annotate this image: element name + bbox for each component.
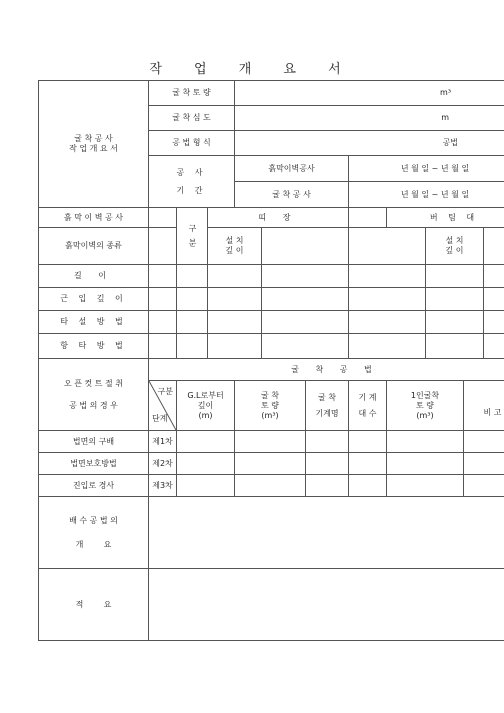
excavation-depth-label: 굴 착 심 도	[149, 106, 235, 131]
stage-3-remark[interactable]	[464, 475, 504, 497]
length-field-7[interactable]	[484, 265, 504, 288]
stage-3-count[interactable]	[349, 475, 387, 497]
wale-install-depth-label: 설 치 깊 이	[208, 228, 262, 265]
pile-driving-field-7[interactable]	[484, 334, 504, 359]
placement-field-3[interactable]	[208, 311, 262, 334]
embedment-field-2[interactable]	[177, 288, 208, 311]
placement-field-4[interactable]	[262, 311, 349, 334]
gubun-label: 구 분	[177, 208, 208, 265]
pile-driving-field-5[interactable]	[349, 334, 426, 359]
placement-field-2[interactable]	[177, 311, 208, 334]
retaining-wall-period-field[interactable]: 년 월 일 ~ 년 월 일	[349, 156, 504, 182]
gl-depth-header: G.L로부터 깊이 (m)	[177, 381, 235, 431]
embedment-field-3[interactable]	[208, 288, 262, 311]
stage-diagonal-header	[149, 381, 177, 431]
embedment-field-5[interactable]	[349, 288, 426, 311]
stage-2-count[interactable]	[349, 453, 387, 475]
diag-stage-text: 단계	[152, 414, 168, 423]
retaining-wall-work-label: 흙 막 이 벽 공 사	[39, 208, 149, 228]
strut-install-depth-field[interactable]	[484, 228, 504, 265]
stage-1-volume[interactable]	[235, 431, 306, 453]
placement-field-6[interactable]	[426, 311, 484, 334]
stage-1-label: 제1차	[149, 431, 177, 453]
retaining-wall-period-label: 흙막이벽공사	[235, 156, 349, 182]
method-type-label: 공 법 형 식	[149, 131, 235, 156]
method-type-field[interactable]: 공법	[235, 131, 504, 156]
length-field-2[interactable]	[177, 265, 208, 288]
strut-header: 버 팀 대	[387, 208, 504, 228]
drainage-method-field[interactable]	[149, 497, 504, 569]
pile-driving-method-label: 항 타 방 법	[39, 334, 149, 359]
pile-driving-field-3[interactable]	[208, 334, 262, 359]
excavation-depth-field[interactable]: m	[235, 106, 504, 131]
retaining-wall-type-label: 흙막이벽의 종류	[39, 228, 149, 265]
pile-driving-field-1[interactable]	[149, 334, 177, 359]
stage-2-depth[interactable]	[177, 453, 235, 475]
embedment-field-1[interactable]	[149, 288, 177, 311]
placement-field-1[interactable]	[149, 311, 177, 334]
embedment-field-6[interactable]	[426, 288, 484, 311]
stage-2-label: 제2차	[149, 453, 177, 475]
retaining-wall-work-field[interactable]	[149, 208, 177, 228]
retaining-wall-type-field[interactable]	[149, 228, 177, 265]
stage-1-remark[interactable]	[464, 431, 504, 453]
wale-blank	[349, 208, 387, 228]
stage-2-machine[interactable]	[306, 453, 349, 475]
remark-header: 비 고	[464, 381, 504, 431]
pile-driving-field-2[interactable]	[177, 334, 208, 359]
strut-install-depth-label: 설 치 깊 이	[426, 228, 484, 265]
open-cut-label: 오 픈 컷 트 절 취 공 법 의 경 우	[39, 359, 149, 431]
work-overview-form	[38, 80, 504, 641]
stage-2-remark[interactable]	[464, 453, 504, 475]
placement-field-7[interactable]	[484, 311, 504, 334]
notes-label: 적 요	[39, 569, 149, 641]
stage-3-depth[interactable]	[177, 475, 235, 497]
length-field-5[interactable]	[349, 265, 426, 288]
placement-method-label: 타 설 방 법	[39, 311, 149, 334]
drainage-method-label: 배 수 공 법 의 개 요	[39, 497, 149, 569]
excavation-method-header: 굴 착 공 법	[149, 359, 504, 381]
placement-field-5[interactable]	[349, 311, 426, 334]
embedment-field-7[interactable]	[484, 288, 504, 311]
excavation-period-field[interactable]: 년 월 일 ~ 년 월 일	[349, 182, 504, 208]
stage-1-depth[interactable]	[177, 431, 235, 453]
slope-gradient-label: 법면의 구배	[39, 431, 149, 453]
excavation-overview-label: 굴 착 공 사 작 업 개 요 서	[39, 81, 149, 208]
stage-1-count[interactable]	[349, 431, 387, 453]
stage-3-label: 제3차	[149, 475, 177, 497]
length-field-1[interactable]	[149, 265, 177, 288]
excavation-volume-field[interactable]: m³	[235, 81, 504, 106]
per-person-volume-header: 1인굴착 토 량 (m³)	[387, 381, 464, 431]
excavation-volume-header: 굴 착 토 량 (m³)	[235, 381, 306, 431]
stage-2-volume[interactable]	[235, 453, 306, 475]
stage-1-machine[interactable]	[306, 431, 349, 453]
slope-protection-label: 법면보호방법	[39, 453, 149, 475]
notes-field[interactable]	[149, 569, 504, 641]
wale-extra-field[interactable]	[349, 228, 426, 265]
pile-driving-field-4[interactable]	[262, 334, 349, 359]
diag-gubun-text: 구분	[157, 387, 173, 396]
length-field-6[interactable]	[426, 265, 484, 288]
wale-install-depth-field[interactable]	[262, 228, 349, 265]
embedment-depth-label: 근 입 깊 이	[39, 288, 149, 311]
stage-3-machine[interactable]	[306, 475, 349, 497]
machine-count-header: 기 계 대 수	[349, 381, 387, 431]
length-field-4[interactable]	[262, 265, 349, 288]
pile-driving-field-6[interactable]	[426, 334, 484, 359]
stage-2-per-person[interactable]	[387, 453, 464, 475]
embedment-field-4[interactable]	[262, 288, 349, 311]
excavation-volume-label: 굴 착 토 량	[149, 81, 235, 106]
length-label: 길 이	[39, 265, 149, 288]
length-field-3[interactable]	[208, 265, 262, 288]
construction-period-label: 공 사 기 간	[149, 156, 235, 208]
wale-header: 띠 장	[208, 208, 349, 228]
document-title: 작 업 개 요 서	[149, 62, 355, 77]
machine-name-header: 굴 착 기계명	[306, 381, 349, 431]
stage-3-volume[interactable]	[235, 475, 306, 497]
stage-3-per-person[interactable]	[387, 475, 464, 497]
stage-1-per-person[interactable]	[387, 431, 464, 453]
access-ramp-slope-label: 진입로 경사	[39, 475, 149, 497]
excavation-period-label: 굴 착 공 사	[235, 182, 349, 208]
